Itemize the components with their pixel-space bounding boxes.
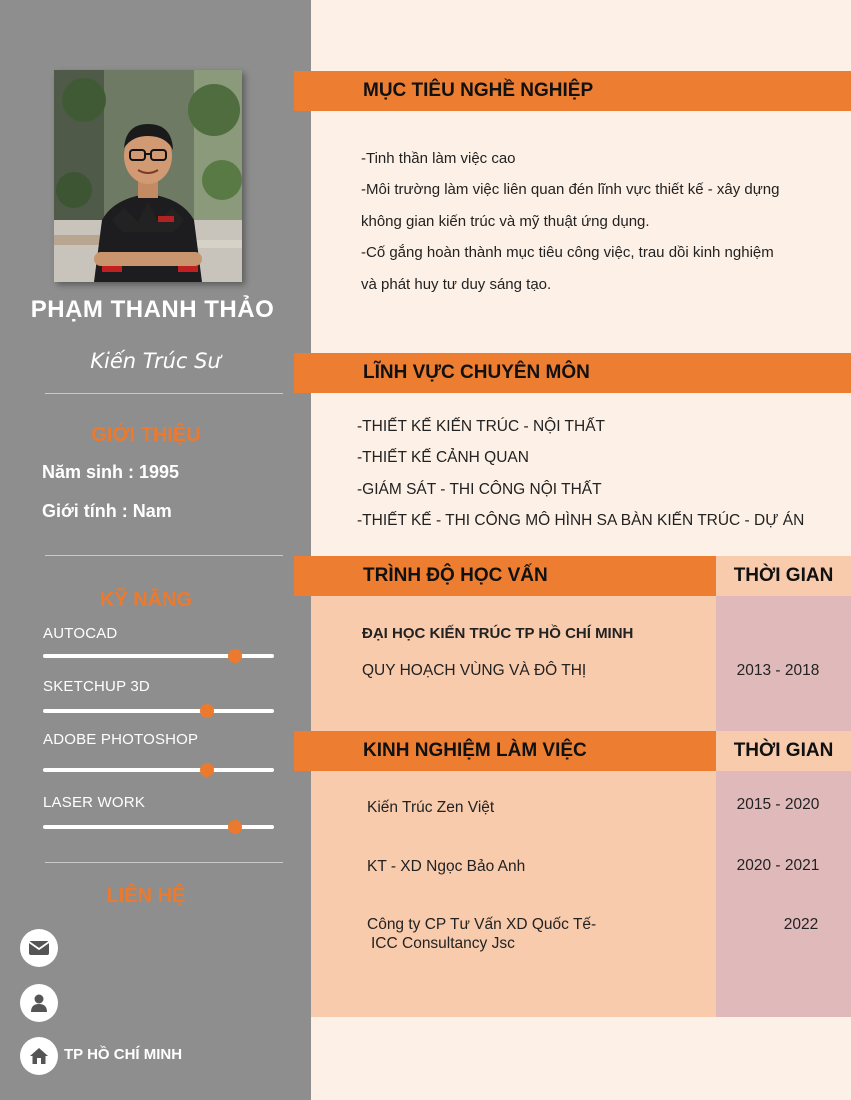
intro-heading: GIỚI THIỆU bbox=[91, 424, 201, 446]
objective-heading: MỤC TIÊU NGHỀ NGHIỆP bbox=[363, 80, 594, 101]
home-icon bbox=[20, 1037, 58, 1075]
skill-level-dot bbox=[228, 820, 242, 834]
specialty-item: -THIẾT KẾ - THI CÔNG MÔ HÌNH SA BÀN KIẾN TRÚC - DỰ ÁN bbox=[357, 512, 805, 529]
birth-year: Năm sinh : 1995 bbox=[42, 462, 180, 482]
education-header bbox=[294, 556, 716, 596]
specialty-item: -THIẾT KẾ KIẾN TRÚC - NỘI THẤT bbox=[357, 418, 606, 435]
experience-company: Kiến Trúc Zen Việt bbox=[367, 799, 495, 816]
education-major: QUY HOẠCH VÙNG VÀ ĐÔ THỊ bbox=[362, 662, 587, 679]
mail-icon bbox=[20, 929, 58, 967]
divider bbox=[45, 555, 283, 556]
experience-company-line2: ICC Consultancy Jsc bbox=[371, 935, 515, 952]
specialty-heading: LĨNH VỰC CHUYÊN MÔN bbox=[363, 362, 590, 383]
skill-label: SKETCHUP 3D bbox=[43, 678, 150, 695]
person-icon bbox=[20, 984, 58, 1022]
skill-bar bbox=[43, 709, 274, 713]
education-years: 2013 - 2018 bbox=[736, 662, 820, 679]
objective-line: -Môi trường làm việc liên quan đén lĩnh vực thiết kế - xây dựng bbox=[361, 181, 780, 198]
skill-level-dot bbox=[200, 704, 214, 718]
gender: Giới tính : Nam bbox=[42, 501, 172, 521]
experience-years: 2022 bbox=[783, 916, 819, 933]
education-school: ĐẠI HỌC KIẾN TRÚC TP HỒ CHÍ MINH bbox=[362, 625, 634, 642]
skill-bar bbox=[43, 654, 274, 658]
skill-label: ADOBE PHOTOSHOP bbox=[43, 731, 199, 748]
specialty-item: -GIÁM SÁT - THI CÔNG NỘI THẤT bbox=[357, 481, 602, 498]
objective-line: -Cố gắng hoàn thành mục tiêu công việc, trau dồi kinh nghiệm bbox=[361, 244, 774, 261]
profile-photo bbox=[54, 70, 242, 282]
experience-heading: KINH NGHIỆM LÀM VIỆC bbox=[363, 740, 587, 761]
experience-years: 2015 - 2020 bbox=[736, 796, 820, 813]
objective-line: không gian kiến trúc và mỹ thuật ứng dụng. bbox=[361, 213, 650, 230]
specialty-item: -THIẾT KẾ CẢNH QUAN bbox=[357, 449, 529, 466]
skill-label: LASER WORK bbox=[43, 794, 146, 811]
objective-line: và phát huy tư duy sáng tạo. bbox=[361, 276, 552, 293]
education-heading: TRÌNH ĐỘ HỌC VẤN bbox=[363, 565, 548, 586]
contact-city: TP HỒ CHÍ MINH bbox=[64, 1046, 183, 1063]
experience-time-heading: THỜI GIAN bbox=[716, 731, 851, 771]
specialty-header bbox=[294, 353, 851, 393]
contact-heading: LIÊN HỆ bbox=[106, 885, 186, 907]
skill-label: AUTOCAD bbox=[43, 625, 118, 642]
skill-level-dot bbox=[200, 763, 214, 777]
skills-heading: KỸ NĂNG bbox=[99, 589, 193, 611]
skill-bar bbox=[43, 825, 274, 829]
skill-bar bbox=[43, 768, 274, 772]
objective-line: -Tinh thần làm việc cao bbox=[361, 150, 516, 167]
divider bbox=[45, 393, 283, 394]
experience-company: KT - XD Ngọc Bảo Anh bbox=[367, 858, 526, 875]
experience-years: 2020 - 2021 bbox=[736, 857, 820, 874]
experience-company: Công ty CP Tư Vấn XD Quốc Tế- bbox=[367, 916, 597, 933]
objective-header bbox=[294, 71, 851, 111]
skill-level-dot bbox=[228, 649, 242, 663]
education-time-heading: THỜI GIAN bbox=[716, 556, 851, 596]
divider bbox=[45, 862, 283, 863]
sidebar bbox=[0, 0, 311, 1100]
experience-header bbox=[294, 731, 716, 771]
profile-name: PHẠM THANH THẢO bbox=[30, 296, 275, 323]
profile-title: Kiến Trúc Sư bbox=[90, 349, 221, 373]
